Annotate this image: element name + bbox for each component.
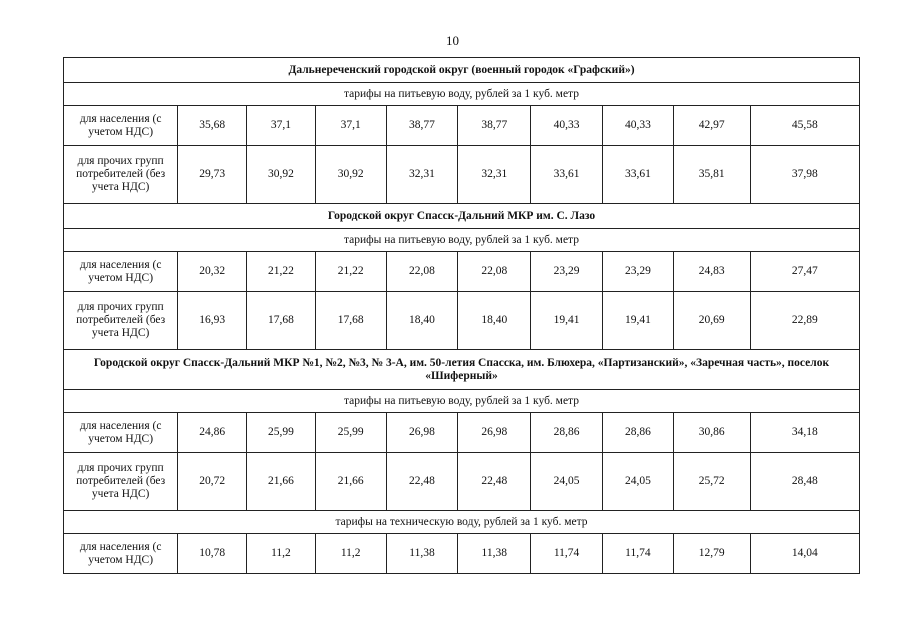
- tariff-value-cell: 21,66: [247, 453, 316, 511]
- tariff-value-cell: 45,58: [750, 106, 859, 146]
- tariff-value-cell: 19,41: [531, 292, 603, 350]
- tariff-table: [63, 57, 860, 574]
- tariff-value-cell: 40,33: [602, 106, 673, 146]
- consumer-group-label: для населения (с учетом НДС): [64, 106, 178, 146]
- table-row: [64, 292, 860, 350]
- tariff-value-cell: 22,08: [458, 252, 531, 292]
- table-row: [64, 106, 860, 146]
- tariff-subheading: тарифы на питьевую воду, рублей за 1 куб. метр: [64, 229, 860, 252]
- tariff-value-cell: 20,32: [178, 252, 247, 292]
- tariff-value-cell: 21,66: [315, 453, 386, 511]
- tariff-value-cell: 12,79: [673, 534, 750, 574]
- tariff-value-cell: 26,98: [458, 413, 531, 453]
- tariff-value-cell: 14,04: [750, 534, 859, 574]
- tariff-value-cell: 28,86: [602, 413, 673, 453]
- section-title-row: [64, 58, 860, 83]
- section-title: Городской округ Спасск-Дальний МКР №1, №2, №3, № 3-А, им. 50-летия Спасска, им. Блюхера, «Партизанский», «Заречная часть», поселок «Шиферный»: [64, 350, 860, 390]
- tariff-value-cell: 18,40: [386, 292, 458, 350]
- tariff-value-cell: 11,2: [315, 534, 386, 574]
- tariff-value-cell: 18,40: [458, 292, 531, 350]
- tariff-value-cell: 23,29: [602, 252, 673, 292]
- tariff-value-cell: 34,18: [750, 413, 859, 453]
- tariff-value-cell: 25,99: [315, 413, 386, 453]
- tariff-value-cell: 38,77: [386, 106, 458, 146]
- tariff-subheading: тарифы на питьевую воду, рублей за 1 куб. метр: [64, 83, 860, 106]
- tariff-value-cell: 24,86: [178, 413, 247, 453]
- tariff-value-cell: 35,81: [673, 146, 750, 204]
- tariff-value-cell: 25,99: [247, 413, 316, 453]
- tariff-value-cell: 22,89: [750, 292, 859, 350]
- page-number: 10: [446, 33, 459, 48]
- tariff-value-cell: 40,33: [531, 106, 603, 146]
- section-title-row: [64, 204, 860, 229]
- section-title: Городской округ Спасск-Дальний МКР им. С. Лазо: [64, 204, 860, 229]
- tariff-value-cell: 11,38: [458, 534, 531, 574]
- table-row: [64, 534, 860, 574]
- consumer-group-label: для прочих групп потребителей (без учета НДС): [64, 146, 178, 204]
- consumer-group-label: для населения (с учетом НДС): [64, 413, 178, 453]
- section-title-row: [64, 350, 860, 390]
- tariff-value-cell: 11,2: [247, 534, 316, 574]
- tariff-subheading-row: [64, 511, 860, 534]
- tariff-value-cell: 27,47: [750, 252, 859, 292]
- tariff-value-cell: 30,92: [247, 146, 316, 204]
- tariff-value-cell: 25,72: [673, 453, 750, 511]
- tariff-value-cell: 33,61: [531, 146, 603, 204]
- section-title: Дальнереченский городской округ (военный городок «Графский»): [64, 58, 860, 83]
- tariff-value-cell: 21,22: [315, 252, 386, 292]
- tariff-subheading: тарифы на техническую воду, рублей за 1 куб. метр: [64, 511, 860, 534]
- tariff-value-cell: 42,97: [673, 106, 750, 146]
- tariff-value-cell: 11,38: [386, 534, 458, 574]
- tariff-value-cell: 29,73: [178, 146, 247, 204]
- table-row: [64, 146, 860, 204]
- tariff-value-cell: 30,86: [673, 413, 750, 453]
- tariff-value-cell: 24,05: [602, 453, 673, 511]
- table-row: [64, 252, 860, 292]
- tariff-value-cell: 32,31: [386, 146, 458, 204]
- tariff-value-cell: 11,74: [602, 534, 673, 574]
- tariff-value-cell: 37,1: [315, 106, 386, 146]
- tariff-value-cell: 17,68: [247, 292, 316, 350]
- tariff-value-cell: 33,61: [602, 146, 673, 204]
- tariff-value-cell: 22,48: [386, 453, 458, 511]
- tariff-value-cell: 23,29: [531, 252, 603, 292]
- tariff-subheading-row: [64, 229, 860, 252]
- tariff-value-cell: 28,86: [531, 413, 603, 453]
- tariff-subheading: тарифы на питьевую воду, рублей за 1 куб. метр: [64, 390, 860, 413]
- consumer-group-label: для населения (с учетом НДС): [64, 252, 178, 292]
- consumer-group-label: для населения (с учетом НДС): [64, 534, 178, 574]
- table-row: [64, 413, 860, 453]
- tariff-value-cell: 22,48: [458, 453, 531, 511]
- tariff-value-cell: 24,05: [531, 453, 603, 511]
- tariff-value-cell: 30,92: [315, 146, 386, 204]
- table-row: [64, 453, 860, 511]
- consumer-group-label: для прочих групп потребителей (без учета НДС): [64, 292, 178, 350]
- tariff-value-cell: 16,93: [178, 292, 247, 350]
- tariff-value-cell: 26,98: [386, 413, 458, 453]
- tariff-value-cell: 19,41: [602, 292, 673, 350]
- tariff-value-cell: 17,68: [315, 292, 386, 350]
- tariff-value-cell: 37,98: [750, 146, 859, 204]
- tariff-value-cell: 20,72: [178, 453, 247, 511]
- tariff-value-cell: 24,83: [673, 252, 750, 292]
- tariff-value-cell: 20,69: [673, 292, 750, 350]
- tariff-value-cell: 22,08: [386, 252, 458, 292]
- tariff-value-cell: 32,31: [458, 146, 531, 204]
- tariff-value-cell: 28,48: [750, 453, 859, 511]
- tariff-value-cell: 21,22: [247, 252, 316, 292]
- tariff-value-cell: 35,68: [178, 106, 247, 146]
- tariff-subheading-row: [64, 83, 860, 106]
- consumer-group-label: для прочих групп потребителей (без учета НДС): [64, 453, 178, 511]
- tariff-value-cell: 37,1: [247, 106, 316, 146]
- tariff-value-cell: 10,78: [178, 534, 247, 574]
- tariff-subheading-row: [64, 390, 860, 413]
- tariff-value-cell: 11,74: [531, 534, 603, 574]
- tariff-value-cell: 38,77: [458, 106, 531, 146]
